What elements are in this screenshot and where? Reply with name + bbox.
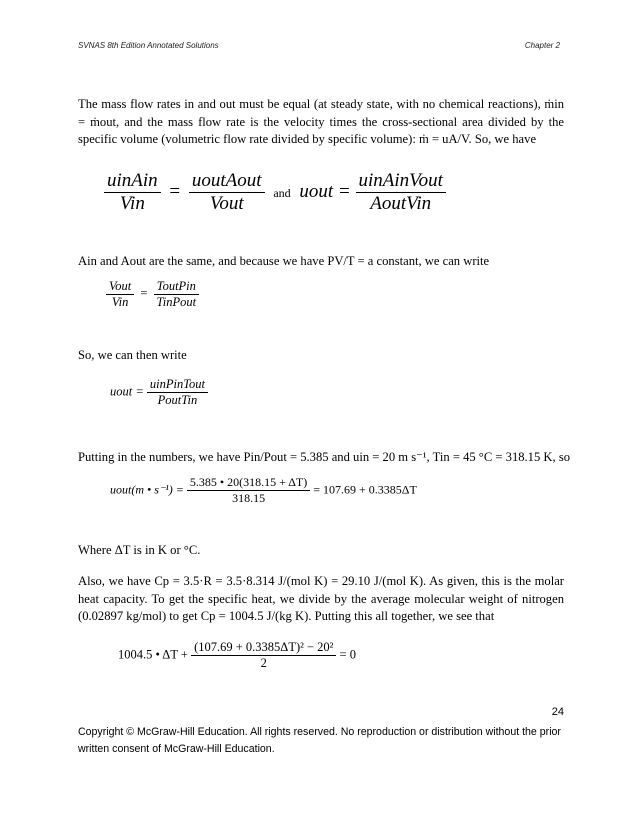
- equation-mass-balance: $\frac{\text{uinAin}}{\text{Vin}}$ = $\frac{\text{uoutAout}}{\text{Vout}}$ and uout = $\frac{\text{uinAinVout}}{\text{AoutVin}}$: [104, 170, 446, 215]
- equation-volume-ratio: $\frac{\text{Vout}}{\text{Vin}}$ = $\frac{\text{ToutPin}}{\text{TinPout}}$: [106, 279, 199, 310]
- fraction: $\frac{\text{uoutAout}}{\text{Vout}}$: [189, 170, 265, 215]
- equation-energy-balance: 1004.5 • ΔT + $\frac{\text{(107.69 + 0.3385ΔT)² − 20²}}{2}$ = 0: [118, 640, 356, 670]
- equation-u-out-numeric: uout(m • s⁻¹) = $\frac{5.385 • 20(318.15 + \Delta T)}{318.15}$ = 107.69 + 0.3385ΔT: [110, 475, 417, 505]
- fraction: $\frac{\text{uinAinVout}}{\text{AoutVin}}$: [356, 170, 446, 215]
- fraction: $\frac{\text{uinAin}}{\text{Vin}}$: [104, 170, 161, 215]
- running-header-chapter: Chapter 2: [524, 41, 560, 50]
- paragraph-heat-capacity: Also, we have Cp = 3.5·R = 3.5·8.314 J/(mol K) = 29.10 J/(mol K). As given, this is the molar heat capacity. To get the specific heat, we divide by the average molecular weight of nitrogen (0.02897 kg/mol) to get Cp = 1004.5 J/(kg K). Putting this all together, we see that: [78, 574, 564, 623]
- paragraph-area-relation: Ain and Aout are the same, and because we have PV/T = a constant, we can write: [78, 254, 490, 268]
- paragraph-numbers: Putting in the numbers, we have Pin/Pout = 5.385 and uin = 20 m s⁻¹, Tin = 45 °C = 318.15 K, so: [78, 450, 571, 464]
- copyright-footer: Copyright © McGraw-Hill Education. All rights reserved. No reproduction or distribution without the prior written consent of McGraw-Hill Education.: [78, 726, 561, 755]
- paragraph-then-write: So, we can then write: [78, 348, 187, 362]
- equation-u-out: uout = $\frac{\text{uinPinTout}}{\text{PoutTin}}$: [110, 377, 208, 408]
- paragraph-delta-t: Where ΔT is in K or °C.: [78, 543, 201, 557]
- running-header-title: SVNAS 8th Edition Annotated Solutions: [78, 41, 219, 50]
- paragraph-mass-flow: The mass flow rates in and out must be equal (at steady state, with no chemical reactions), ṁin = ṁout, and the mass flow rate is the velocity times the cross-sectional area divided by the specific volume (volumetric flow rate divided by specific volume): ṁ = uA/V. So, we have: [78, 97, 564, 146]
- page-number: 24: [551, 706, 564, 718]
